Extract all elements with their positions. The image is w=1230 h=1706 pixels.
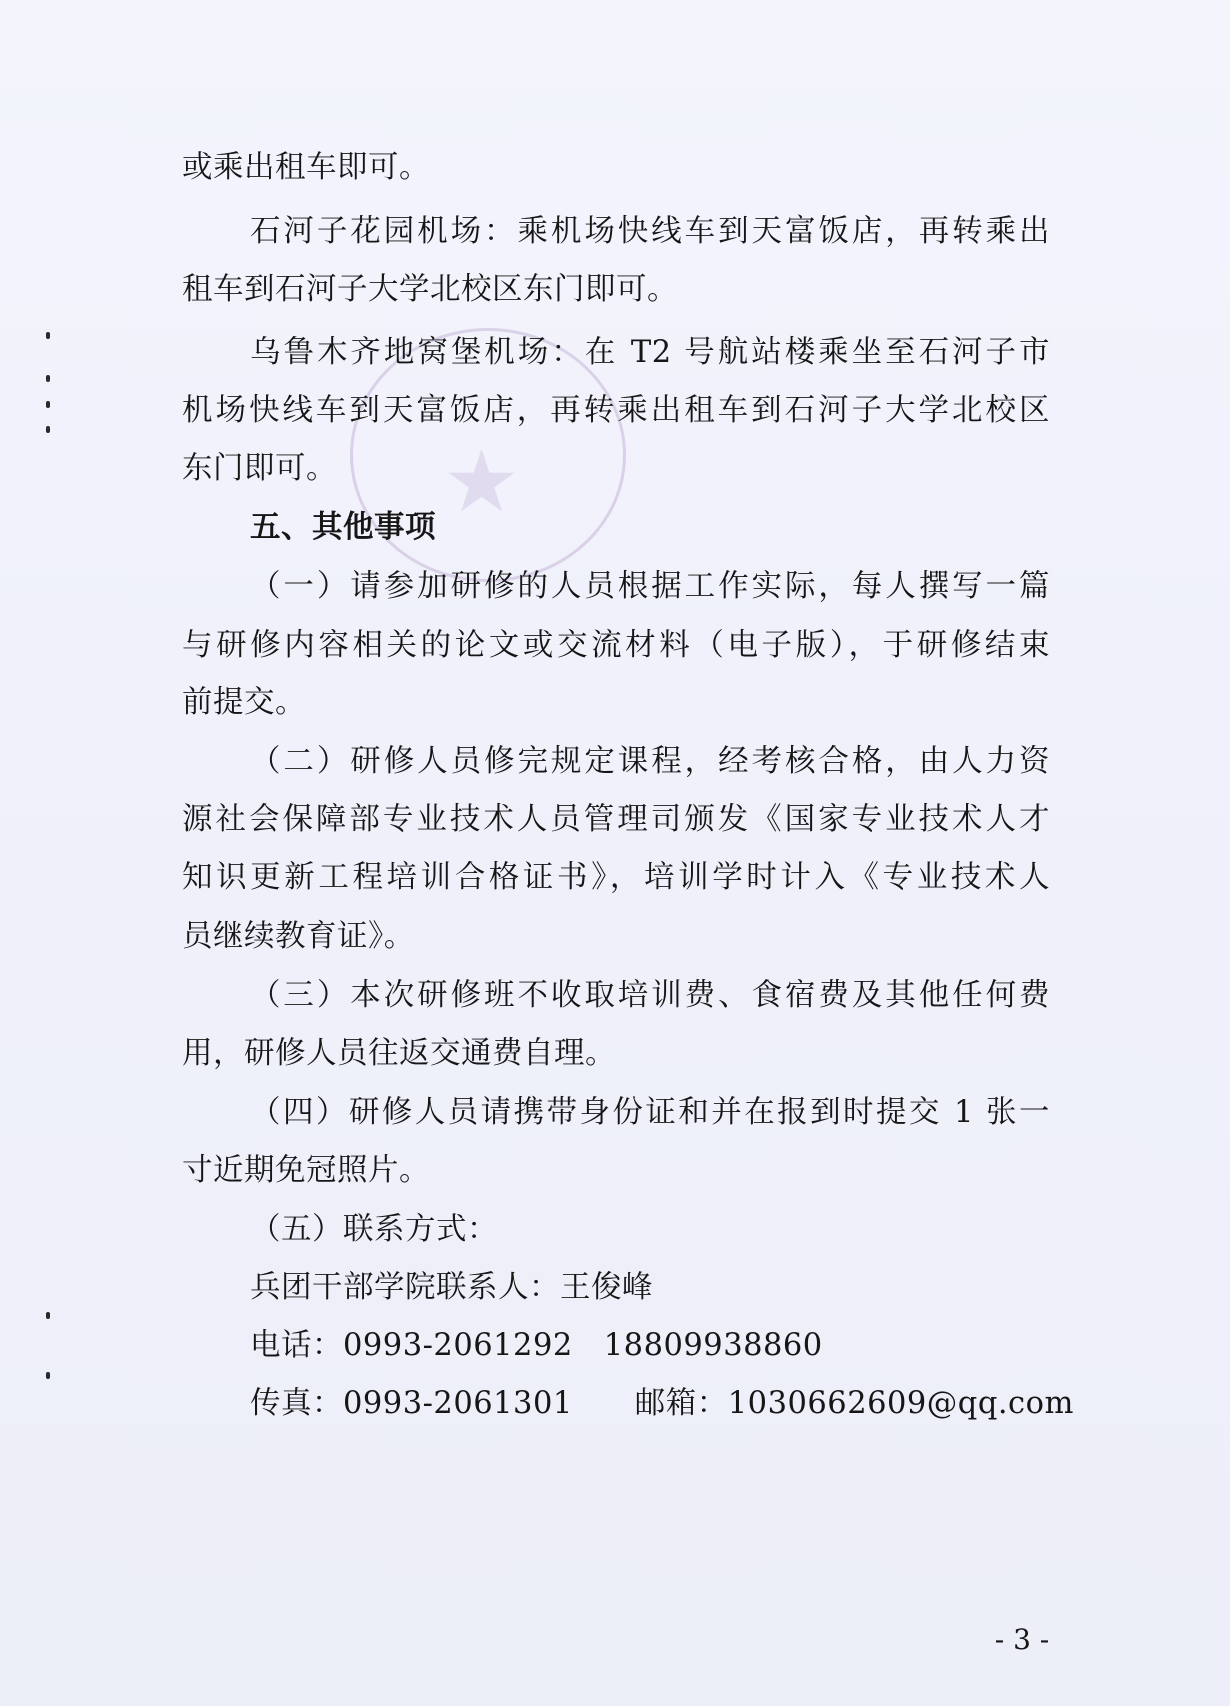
body-line: 源社会保障部专业技术人员管理司颁发《国家专业技术人才 <box>182 802 1050 837</box>
contact-heading: （五）联系方式： <box>250 1212 498 1247</box>
scan-speck <box>46 426 50 433</box>
body-line: 东门即可。 <box>182 451 337 486</box>
body-line: 机场快线车到天富饭店，再转乘出租车到石河子大学北校区 <box>182 393 1050 428</box>
body-line: 寸近期免冠照片。 <box>182 1153 430 1188</box>
scan-speck <box>46 401 50 408</box>
section-heading: 五、其他事项 <box>250 510 436 545</box>
paragraph-first-line: （二）研修人员修完规定课程，经考核合格，由人力资 <box>250 744 1050 779</box>
contact-person: 兵团干部学院联系人：王俊峰 <box>250 1270 653 1305</box>
star-icon: ★ <box>443 432 521 532</box>
scan-speck <box>46 1312 50 1319</box>
paragraph-first-line: （三）本次研修班不收取培训费、食宿费及其他任何费 <box>250 978 1050 1013</box>
body-line: 员继续教育证》。 <box>182 919 415 954</box>
scan-speck <box>46 332 50 339</box>
body-line: 租车到石河子大学北校区东门即可。 <box>182 272 678 307</box>
paragraph-first-line: 乌鲁木齐地窝堡机场：在 T2 号航站楼乘坐至石河子市 <box>250 335 1050 370</box>
paragraph-first-line: （一）请参加研修的人员根据工作实际，每人撰写一篇 <box>250 569 1050 604</box>
scan-speck <box>46 375 50 382</box>
body-line: 前提交。 <box>182 685 306 720</box>
body-line: 或乘出租车即可。 <box>182 150 430 185</box>
paragraph-first-line: 石河子花园机场：乘机场快线车到天富饭店，再转乘出 <box>250 214 1050 249</box>
body-line: 用，研修人员往返交通费自理。 <box>182 1036 616 1071</box>
paragraph-first-line: （四）研修人员请携带身份证和并在报到时提交 1 张一 <box>250 1095 1050 1130</box>
contact-phone: 电话：0993-2061292 18809938860 <box>250 1328 823 1363</box>
scan-speck <box>46 1372 50 1379</box>
page-number: - 3 - <box>994 1623 1050 1656</box>
body-line: 知识更新工程培训合格证书》，培训学时计入《专业技术人 <box>182 860 1050 895</box>
body-line: 与研修内容相关的论文或交流材料（电子版），于研修结束 <box>182 628 1050 663</box>
contact-fax-email: 传真：0993-2061301 邮箱：1030662609@qq.com <box>250 1386 1074 1421</box>
